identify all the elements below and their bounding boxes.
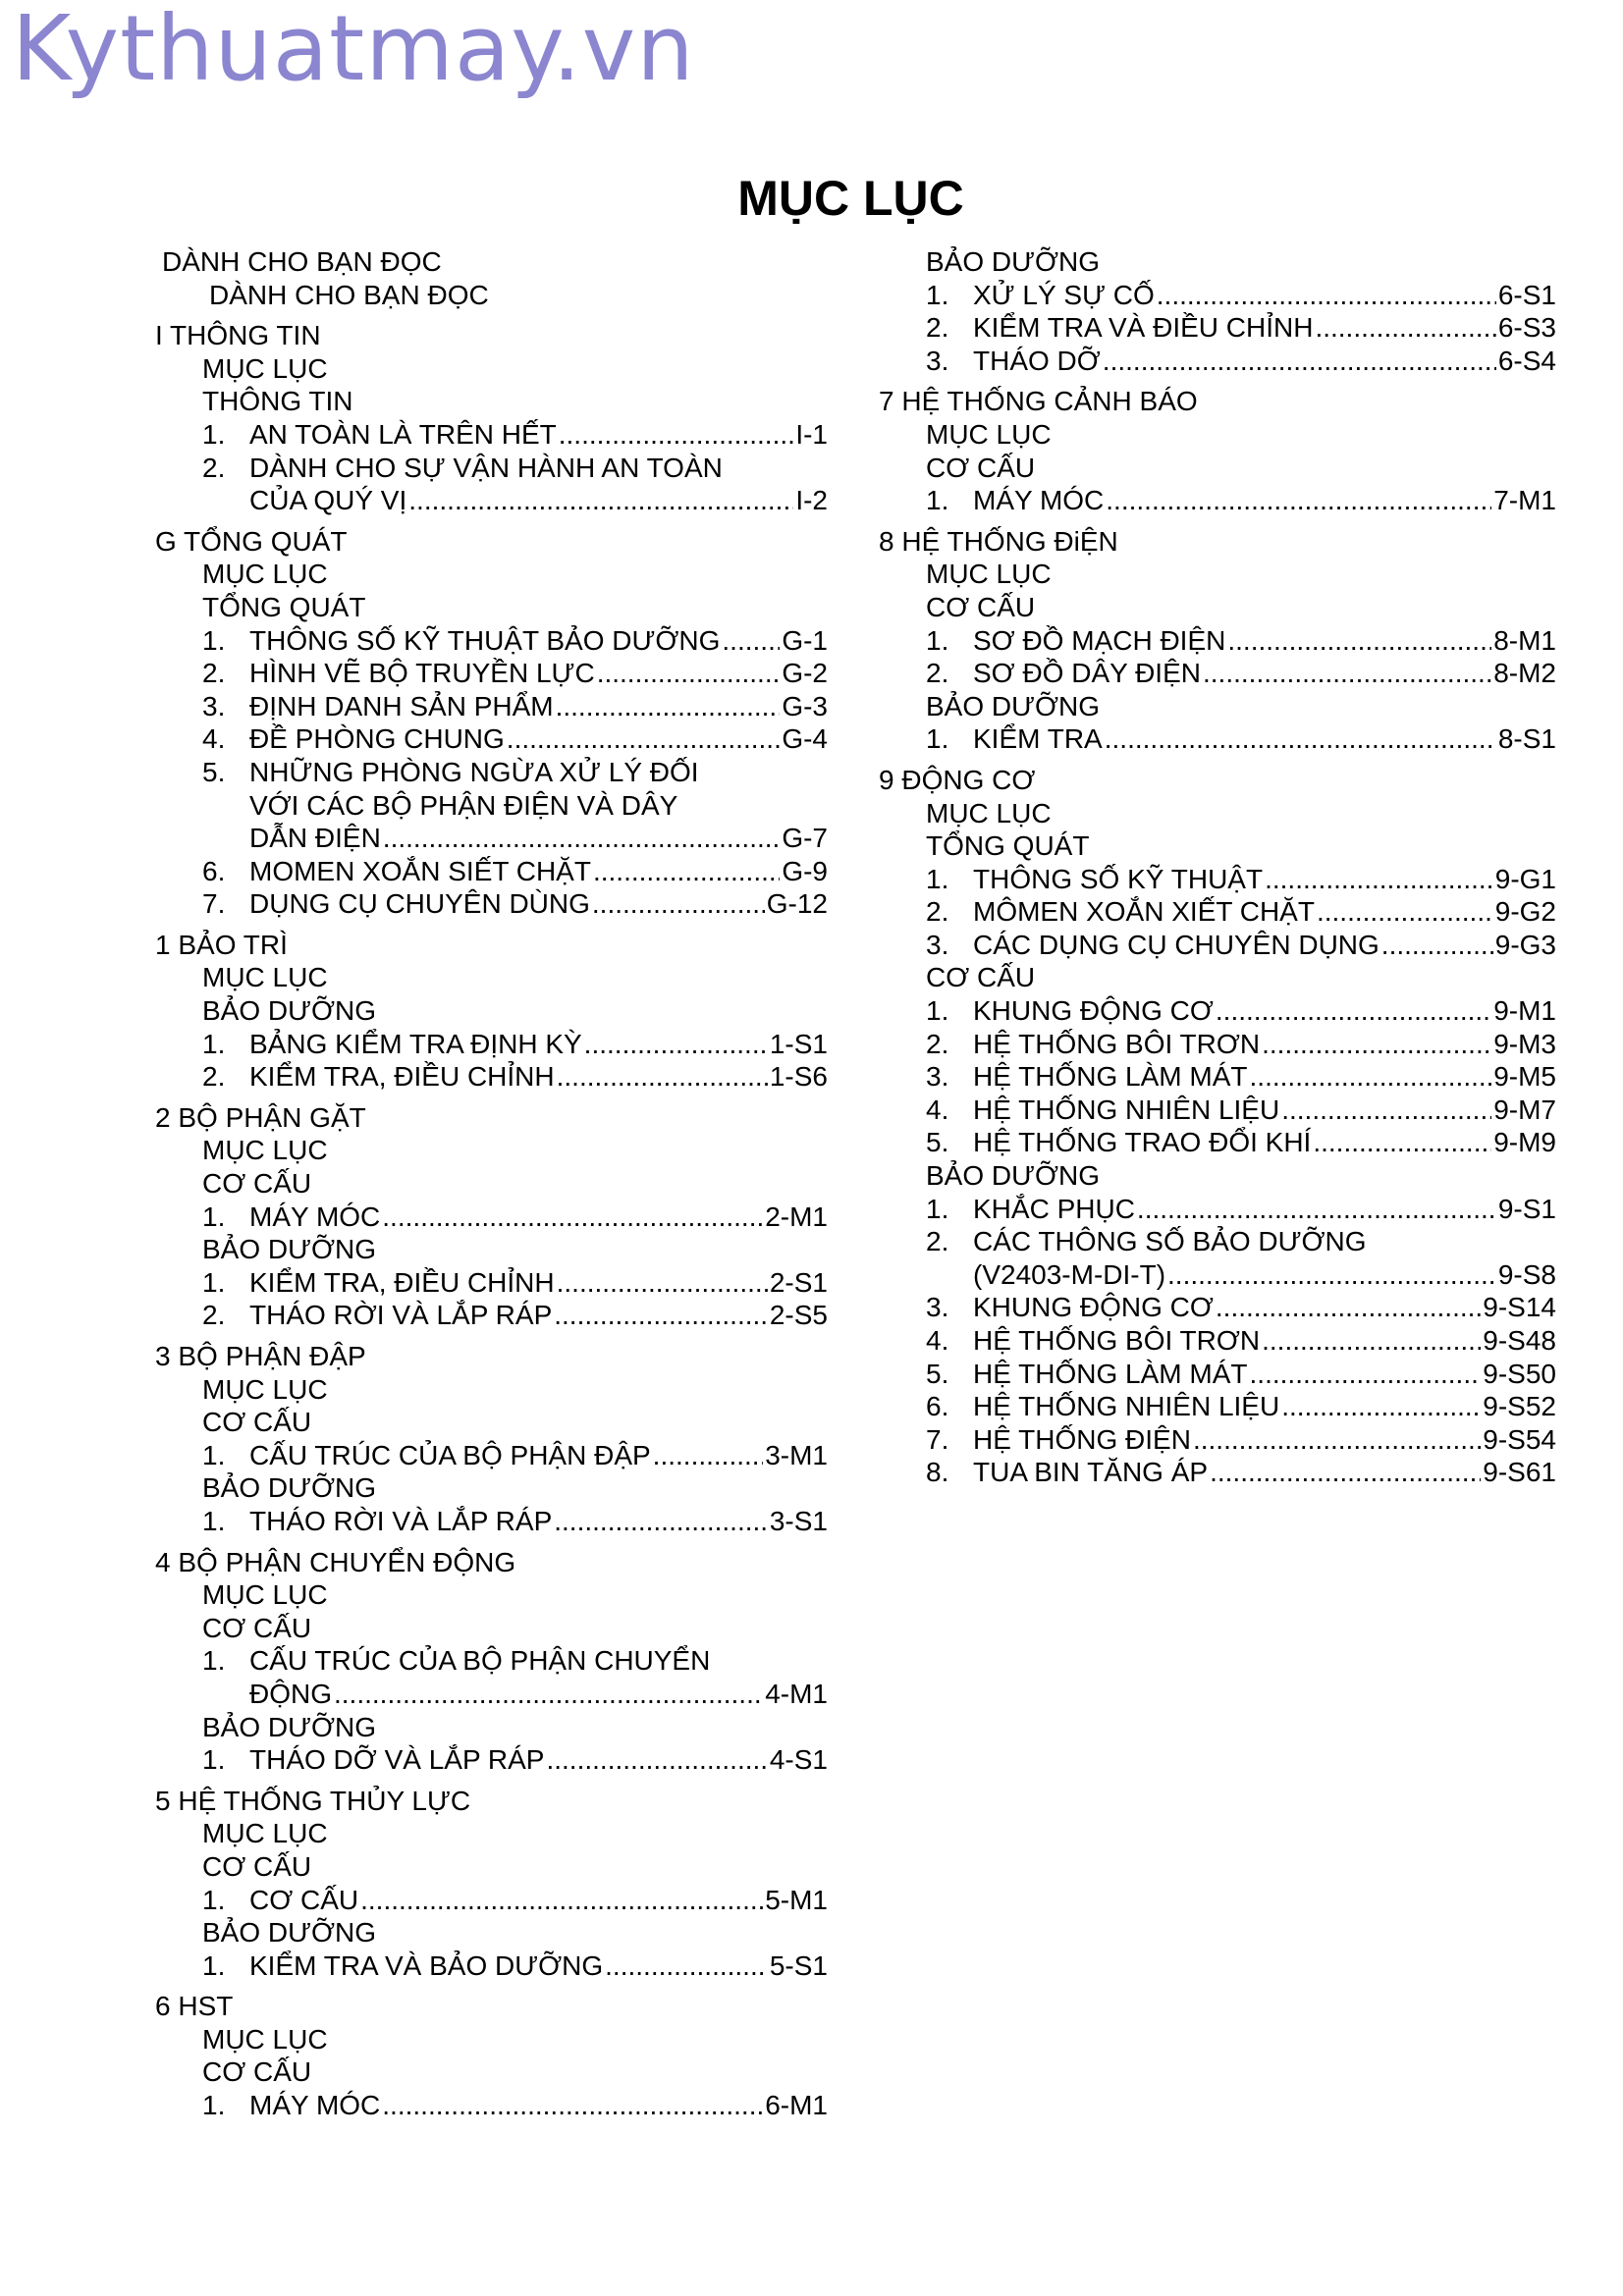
toc-left-column (155, 245, 828, 2130)
toc-page-number: 9-G1 (1494, 863, 1556, 894)
toc-page-number: 6-S3 (1497, 312, 1556, 344)
toc-subheading: TỔNG QUÁT (926, 830, 1090, 862)
toc-subheading: MỤC LỤC (926, 418, 1052, 450)
toc-leader-dots (1106, 484, 1491, 517)
toc-chapter-heading: G TỔNG QUÁT (155, 525, 348, 557)
toc-entry (879, 1291, 1556, 1324)
toc-page-number: I-2 (795, 485, 828, 516)
toc-page-number: 1-S1 (769, 1028, 828, 1059)
toc-leader-dots (556, 690, 781, 723)
toc-entry (879, 1390, 1556, 1423)
toc-entry (155, 1505, 828, 1538)
toc-entry (879, 279, 1556, 312)
toc-chapter-heading: 3 BỘ PHẬN ĐẬP (155, 1341, 366, 1371)
toc-page-number: 3-S1 (769, 1505, 828, 1536)
toc-leader-dots (334, 1678, 763, 1711)
toc-entry-title: AN TOÀN LÀ TRÊN HẾT (249, 418, 557, 450)
toc-entry-number: 1. (202, 1949, 226, 1981)
toc-entry (155, 722, 828, 756)
toc-page-number: 9-S8 (1497, 1258, 1556, 1290)
toc-page-number: 4-S1 (769, 1744, 828, 1776)
toc-leader-dots (1250, 1060, 1492, 1094)
toc-chapter-heading: I THÔNG TIN (155, 320, 321, 351)
toc-entry-number: 2. (926, 658, 949, 689)
toc-leader-dots (1317, 895, 1493, 929)
toc-section (155, 1340, 828, 1538)
toc-entry-number: 1. (202, 418, 226, 450)
toc-entry-number: 1. (926, 279, 949, 310)
toc-entry-number: 7. (926, 1423, 949, 1455)
toc-entry-title: HỆ THỐNG BÔI TRƠN (973, 1325, 1261, 1356)
toc-entry-number: 1. (202, 1266, 226, 1298)
toc-entry-number: 1. (202, 1439, 226, 1470)
toc-entry-number: 1. (926, 624, 949, 656)
toc-page-number: I-1 (795, 418, 828, 450)
toc-entry-title: ĐỘNG (249, 1678, 332, 1709)
toc-leader-dots (1281, 1390, 1481, 1423)
toc-page-number: G-2 (782, 658, 828, 689)
toc-entry-number: 1. (926, 723, 949, 755)
toc-leader-dots (1216, 1291, 1481, 1324)
toc-entry (155, 657, 828, 690)
toc-entry-title: TUA BIN TĂNG ÁP (973, 1457, 1209, 1488)
toc-entry-number: 1. (926, 485, 949, 516)
toc-page-number: G-9 (782, 855, 828, 886)
toc-leader-dots (1227, 624, 1491, 658)
toc-entry (879, 1423, 1556, 1457)
toc-entry (879, 484, 1556, 517)
toc-entry-title: HỆ THỐNG TRAO ĐỔI KHÍ (973, 1127, 1312, 1158)
toc-subheading: TỔNG QUÁT (202, 591, 366, 622)
toc-page-number: 1-S6 (769, 1061, 828, 1093)
toc-leader-dots (1210, 1456, 1481, 1489)
toc-subheading: BẢO DƯỠNG (202, 1234, 377, 1265)
toc-subheading: MỤC LỤC (202, 1135, 328, 1166)
toc-leader-dots (554, 1505, 768, 1538)
toc-entry-title: BẢNG KIỂM TRA ĐỊNH KỲ (249, 1028, 582, 1059)
toc-leader-dots (593, 855, 780, 888)
toc-subheading: BẢO DƯỠNG (202, 995, 377, 1027)
toc-entry-number: 8. (926, 1457, 949, 1488)
toc-leader-dots (1203, 657, 1491, 690)
toc-subheading: MỤC LỤC (202, 1818, 328, 1849)
toc-entry-number: 2. (202, 658, 226, 689)
toc-entry-title: KIỂM TRA, ĐIỀU CHỈNH (249, 1266, 555, 1298)
toc-entry (155, 452, 828, 485)
toc-entry-number: 1. (926, 995, 949, 1027)
toc-subheading: CƠ CẤU (202, 1407, 312, 1438)
toc-subheading: CƠ CẤU (202, 2056, 312, 2088)
toc-entry-number: 5. (926, 1127, 949, 1158)
toc-page-number: 6-M1 (765, 2090, 828, 2121)
toc-leader-dots (597, 657, 781, 690)
toc-leader-dots (1103, 345, 1496, 378)
toc-page-number: 9-M5 (1493, 1061, 1556, 1093)
toc-leader-dots (382, 2089, 763, 2122)
toc-leader-dots (1193, 1423, 1481, 1457)
toc-entry-title: KHUNG ĐỘNG CƠ (973, 995, 1214, 1027)
toc-right-column (879, 245, 1556, 1497)
toc-entry-title: THÁO DỠ (973, 345, 1101, 376)
toc-entry-title: CỦA QUÝ VỊ (249, 485, 407, 516)
toc-subheading: CƠ CẤU (202, 1612, 312, 1643)
toc-chapter-heading: 6 HST (155, 1991, 234, 2022)
toc-entry-number: 1. (202, 1645, 226, 1677)
toc-entry-number: 3. (926, 1061, 949, 1093)
toc-page-number: 9-M3 (1493, 1028, 1556, 1059)
toc-section (879, 245, 1556, 377)
toc-leader-dots (559, 418, 794, 452)
toc-entry (879, 929, 1556, 962)
toc-entry-number: 6. (926, 1391, 949, 1422)
toc-entry-title: THÁO RỜI VÀ LẮP RÁP (249, 1505, 553, 1536)
toc-page-number: 9-S50 (1483, 1358, 1556, 1389)
toc-section (155, 245, 828, 311)
toc-page-number: G-1 (782, 624, 828, 656)
toc-entry-number: 1. (202, 2090, 226, 2121)
toc-section (155, 1785, 828, 1983)
toc-entry (155, 2089, 828, 2122)
toc-leader-dots (1250, 1358, 1482, 1391)
toc-entry-number: 2. (926, 1226, 949, 1257)
toc-entry (155, 690, 828, 723)
toc-page-number: 9-S54 (1483, 1423, 1556, 1455)
toc-entry-number: 2. (202, 452, 226, 483)
toc-entry (879, 1028, 1556, 1061)
toc-entry (879, 863, 1556, 896)
toc-page-number: G-3 (782, 690, 828, 721)
toc-entry-number: 6. (202, 855, 226, 886)
toc-entry-title: MÁY MÓC (249, 2090, 381, 2121)
toc-entry-title: THÁO RỜI VÀ LẮP RÁP (249, 1300, 553, 1331)
toc-leader-dots (1157, 279, 1496, 312)
toc-page-number: 8-M1 (1493, 624, 1556, 656)
toc-entry (879, 1193, 1556, 1226)
toc-entry-number: 1. (926, 863, 949, 894)
toc-entry-number: 2. (926, 1028, 949, 1059)
toc-entry-title: HÌNH VẼ BỘ TRUYỀN LỰC (249, 658, 595, 689)
toc-leader-dots (1313, 1126, 1491, 1159)
toc-section (155, 1546, 828, 1777)
toc-page-number: 5-S1 (769, 1949, 828, 1981)
toc-leader-dots (1137, 1193, 1496, 1226)
toc-subheading: MỤC LỤC (926, 797, 1052, 828)
toc-page-number: 9-S48 (1483, 1325, 1556, 1356)
toc-section (155, 525, 828, 921)
toc-page-number: G-12 (766, 888, 828, 920)
toc-entry-title: ĐỀ PHÒNG CHUNG (249, 723, 505, 755)
toc-page-number: 9-S61 (1483, 1457, 1556, 1488)
toc-subheading: BẢO DƯỠNG (926, 690, 1101, 721)
toc-entry (155, 1644, 828, 1678)
toc-entry (155, 789, 828, 823)
toc-entry (155, 756, 828, 789)
toc-entry-number: 3. (202, 690, 226, 721)
toc-entry-title: (V2403-M-DI-T) (973, 1258, 1166, 1290)
toc-entry-title: CÁC DỤNG CỤ CHUYÊN DỤNG (973, 929, 1380, 960)
toc-entry-title: HỆ THỐNG NHIÊN LIỆU (973, 1094, 1280, 1125)
toc-page-number: 9-S52 (1483, 1391, 1556, 1422)
toc-leader-dots (653, 1439, 764, 1472)
toc-subheading: CƠ CẤU (202, 1168, 312, 1200)
toc-entry-number: 3. (926, 1292, 949, 1323)
toc-section (879, 764, 1556, 1489)
toc-entry-number: 2. (202, 1061, 226, 1093)
toc-leader-dots (722, 624, 780, 658)
toc-entry (155, 1266, 828, 1300)
toc-subheading: MỤC LỤC (202, 1373, 328, 1405)
toc-entry-title: CẤU TRÚC CỦA BỘ PHẬN CHUYỂN (249, 1645, 711, 1677)
toc-entry-title: SƠ ĐỒ DÂY ĐIỆN (973, 658, 1201, 689)
toc-page-number: 6-S1 (1497, 279, 1556, 310)
toc-leader-dots (557, 1060, 768, 1094)
toc-entry (155, 1201, 828, 1234)
toc-leader-dots (1281, 1094, 1491, 1127)
toc-chapter-heading: 1 BẢO TRÌ (155, 929, 288, 960)
toc-entry-title: CẤU TRÚC CỦA BỘ PHẬN ĐẬP (249, 1439, 651, 1470)
watermark-logo: Kythuatmay.vn (12, 0, 695, 101)
toc-entry-title: HỆ THỐNG NHIÊN LIỆU (973, 1391, 1280, 1422)
toc-entry-title: DÀNH CHO SỰ VẬN HÀNH AN TOÀN (249, 452, 723, 483)
toc-subheading: MỤC LỤC (202, 559, 328, 590)
toc-entry (155, 1678, 828, 1711)
toc-page-number: 2-S5 (769, 1300, 828, 1331)
toc-entry-number: 3. (926, 929, 949, 960)
toc-leader-dots (557, 1266, 768, 1300)
toc-entry (879, 1358, 1556, 1391)
toc-chapter-heading: 7 HỆ THỐNG CẢNH BÁO (879, 386, 1198, 417)
toc-entry (155, 1439, 828, 1472)
toc-leader-dots (383, 822, 781, 855)
toc-section (155, 319, 828, 517)
toc-chapter-heading: 9 ĐỘNG CƠ (879, 764, 1036, 795)
toc-page-number: 4-M1 (765, 1678, 828, 1709)
toc-page-number: 2-M1 (765, 1201, 828, 1232)
toc-subheading: MỤC LỤC (202, 352, 328, 384)
toc-page-number: 5-M1 (765, 1884, 828, 1915)
toc-page-number: 9-M9 (1493, 1127, 1556, 1158)
toc-entry (155, 624, 828, 658)
toc-entry-title: NHỮNG PHÒNG NGỪA XỬ LÝ ĐỐI (249, 756, 699, 787)
toc-page-number: 6-S4 (1497, 345, 1556, 376)
toc-leader-dots (1262, 1324, 1481, 1358)
toc-entry (879, 1456, 1556, 1489)
toc-entry (879, 1258, 1556, 1292)
toc-subheading: BẢO DƯỠNG (202, 1472, 377, 1504)
toc-entry (879, 1225, 1556, 1258)
toc-leader-dots (1262, 1028, 1491, 1061)
toc-entry-title: DẪN ĐIỆN (249, 823, 381, 854)
toc-entry-number: 2. (202, 1300, 226, 1331)
toc-entry-number: 1. (202, 1028, 226, 1059)
toc-page-number: 9-M1 (1493, 995, 1556, 1027)
toc-entry-title: MOMEN XOẮN SIẾT CHẶT (249, 855, 591, 886)
toc-leader-dots (1265, 863, 1493, 896)
toc-entry-number: 2. (926, 896, 949, 928)
toc-entry (879, 895, 1556, 929)
toc-leader-dots (1167, 1258, 1496, 1292)
toc-leader-dots (605, 1949, 768, 1983)
toc-subheading: BẢO DƯỠNG (202, 1917, 377, 1949)
toc-subheading: CƠ CẤU (926, 591, 1036, 622)
toc-leader-dots (360, 1884, 763, 1917)
toc-entry-title: KIỂM TRA VÀ ĐIỀU CHỈNH (973, 312, 1314, 344)
toc-subheading: CƠ CẤU (926, 452, 1036, 483)
toc-entry-title: DỤNG CỤ CHUYÊN DÙNG (249, 888, 590, 920)
toc-subheading: MỤC LỤC (926, 559, 1052, 590)
toc-entry (879, 1060, 1556, 1094)
toc-entry-title: ĐỊNH DANH SẢN PHẨM (249, 690, 554, 721)
toc-leader-dots (1381, 929, 1493, 962)
toc-entry (155, 855, 828, 888)
toc-entry-number: 1. (926, 1193, 949, 1224)
toc-chapter-heading: 5 HỆ THỐNG THỦY LỰC (155, 1785, 471, 1816)
toc-leader-dots (554, 1299, 768, 1332)
toc-leader-dots (1315, 311, 1495, 345)
toc-subheading: BẢO DƯỠNG (926, 1160, 1101, 1192)
toc-entry-title: KHẮC PHỤC (973, 1193, 1135, 1224)
toc-section (879, 525, 1556, 756)
toc-entry-title: HỆ THỐNG BÔI TRƠN (973, 1028, 1261, 1059)
page-title: MỤC LỤC (737, 171, 964, 226)
toc-entry-title: HỆ THỐNG LÀM MÁT (973, 1358, 1248, 1389)
toc-entry (879, 1324, 1556, 1358)
toc-page-number: 8-S1 (1497, 723, 1556, 755)
toc-entry (155, 822, 828, 855)
toc-section (879, 385, 1556, 516)
toc-entry (155, 1299, 828, 1332)
toc-entry-title: HỆ THỐNG LÀM MÁT (973, 1061, 1248, 1093)
toc-leader-dots (382, 1201, 763, 1234)
toc-entry-number: 4. (926, 1094, 949, 1125)
toc-section (155, 929, 828, 1094)
toc-entry-title: CƠ CẤU (249, 1884, 359, 1915)
toc-page-number: 8-M2 (1493, 658, 1556, 689)
toc-entry-title: KIỂM TRA VÀ BẢO DƯỠNG (249, 1949, 604, 1981)
toc-leader-dots (546, 1743, 767, 1777)
toc-entry-number: 4. (202, 723, 226, 755)
toc-entry (879, 657, 1556, 690)
toc-page-number: 9-M7 (1493, 1094, 1556, 1125)
toc-entry (155, 1060, 828, 1094)
toc-leader-dots (1105, 722, 1496, 756)
toc-entry-title: THÁO DỠ VÀ LẮP RÁP (249, 1744, 545, 1776)
toc-entry-title: KIỂM TRA (973, 723, 1103, 755)
toc-page-number: 9-G3 (1494, 929, 1556, 960)
toc-page-number: 3-M1 (765, 1439, 828, 1470)
toc-entry (879, 311, 1556, 345)
toc-subheading: BẢO DƯỠNG (202, 1711, 377, 1742)
toc-chapter-heading: DÀNH CHO BẠN ĐỌC (162, 246, 442, 277)
toc-entry (879, 994, 1556, 1028)
toc-leader-dots (408, 484, 793, 517)
toc-subheading: CƠ CẤU (202, 1850, 312, 1882)
toc-entry-number: 3. (926, 345, 949, 376)
toc-entry-number: 4. (926, 1325, 949, 1356)
toc-entry-number: 1. (202, 1505, 226, 1536)
toc-entry-title: MÁY MÓC (249, 1201, 381, 1232)
toc-page-number: 2-S1 (769, 1266, 828, 1298)
toc-entry-title: HỆ THỐNG ĐIỆN (973, 1423, 1191, 1455)
toc-entry (155, 484, 828, 517)
toc-subheading: CƠ CẤU (926, 962, 1036, 993)
toc-leader-dots (584, 1028, 768, 1061)
toc-entry-title: THÔNG SỐ KỸ THUẬT BẢO DƯỠNG (249, 624, 721, 656)
toc-chapter-heading: 8 HỆ THỐNG ĐiỆN (879, 525, 1118, 557)
toc-subheading: THÔNG TIN (202, 386, 353, 417)
toc-leader-dots (592, 887, 765, 921)
toc-page-number: G-4 (782, 723, 828, 755)
toc-page-number: G-7 (782, 823, 828, 854)
toc-page-number: 9-S1 (1497, 1193, 1556, 1224)
toc-entry-title: MÁY MÓC (973, 485, 1105, 516)
toc-entry-title: MÔMEN XOẮN XIẾT CHẶT (973, 896, 1315, 928)
toc-entry-title: KHUNG ĐỘNG CƠ (973, 1292, 1214, 1323)
toc-entry-title: THÔNG SỐ KỸ THUẬT (973, 863, 1264, 894)
toc-page-number: 9-S14 (1483, 1292, 1556, 1323)
toc-section (155, 1101, 828, 1332)
toc-entry-title: CÁC THÔNG SỐ BẢO DƯỠNG (973, 1226, 1367, 1257)
toc-entry-number: 5. (926, 1358, 949, 1389)
toc-entry-title: VỚI CÁC BỘ PHẬN ĐIỆN VÀ DÂY (249, 789, 678, 821)
toc-subheading: BẢO DƯỠNG (926, 246, 1101, 277)
toc-entry (879, 1126, 1556, 1159)
toc-page-number: 9-G2 (1494, 896, 1556, 928)
toc-entry (879, 1094, 1556, 1127)
toc-entry (879, 624, 1556, 658)
toc-entry-number: 7. (202, 888, 226, 920)
toc-chapter-heading: 4 BỘ PHẬN CHUYỂN ĐỘNG (155, 1546, 516, 1577)
toc-entry-number: 2. (926, 312, 949, 344)
toc-entry-number: 1. (202, 1201, 226, 1232)
toc-subheading: DÀNH CHO BẠN ĐỌC (209, 279, 489, 310)
toc-entry (155, 1884, 828, 1917)
toc-entry-number: 1. (202, 1744, 226, 1776)
toc-entry-number: 5. (202, 756, 226, 787)
toc-entry (155, 1949, 828, 1983)
toc-subheading: MỤC LỤC (202, 2023, 328, 2055)
toc-entry (155, 418, 828, 452)
toc-entry-title: SƠ ĐỒ MẠCH ĐIỆN (973, 624, 1226, 656)
toc-entry-title: XỬ LÝ SỰ CỐ (973, 279, 1155, 310)
toc-entry (155, 1028, 828, 1061)
toc-leader-dots (1216, 994, 1491, 1028)
toc-chapter-heading: 2 BỘ PHẬN GẶT (155, 1101, 366, 1133)
toc-entry-number: 1. (202, 1884, 226, 1915)
toc-entry-number: 1. (202, 624, 226, 656)
toc-entry (879, 722, 1556, 756)
toc-page-number: 7-M1 (1493, 485, 1556, 516)
toc-section (155, 1990, 828, 2121)
toc-entry (155, 1743, 828, 1777)
toc-leader-dots (507, 722, 781, 756)
toc-entry-title: KIỂM TRA, ĐIỀU CHỈNH (249, 1061, 555, 1093)
toc-entry (879, 345, 1556, 378)
toc-subheading: MỤC LỤC (202, 1579, 328, 1611)
toc-entry (155, 887, 828, 921)
toc-subheading: MỤC LỤC (202, 962, 328, 993)
